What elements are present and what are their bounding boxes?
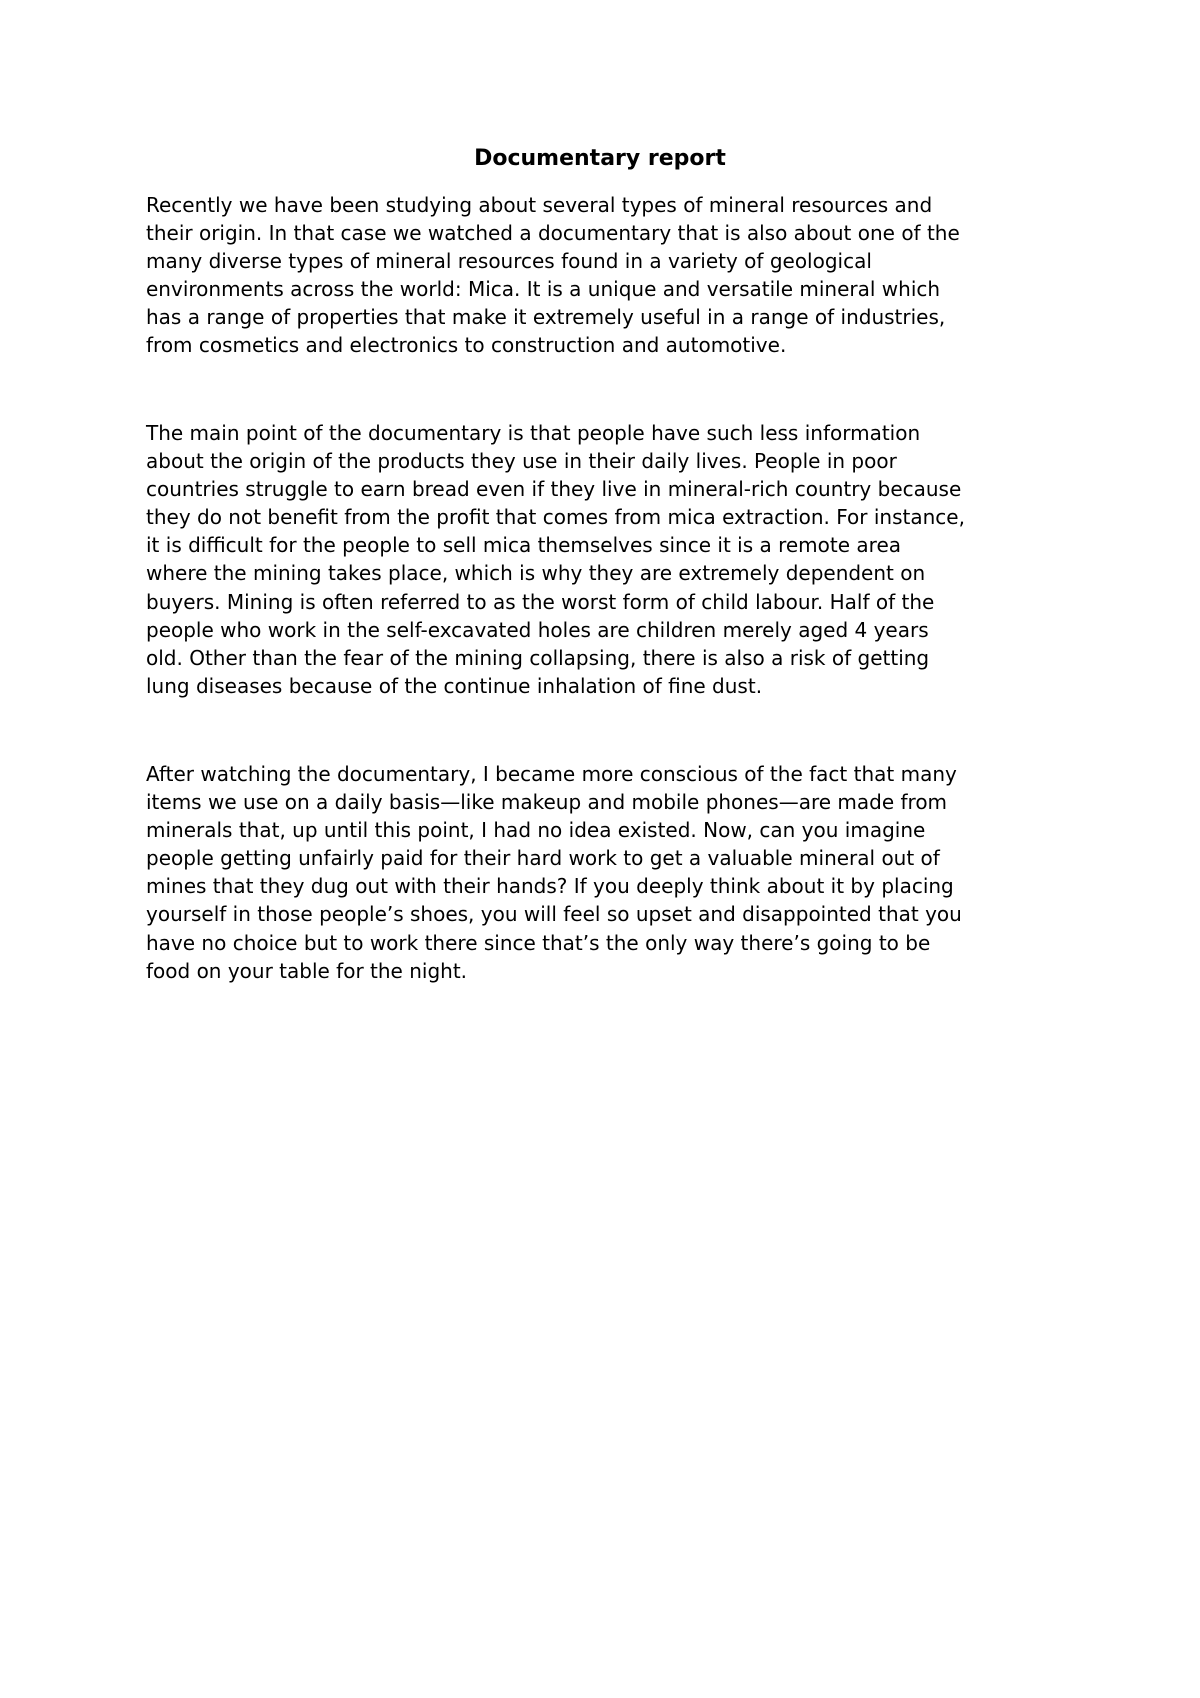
paragraph-main-point: The main point of the documentary is that people have such less information about the origin of the products they use in their daily lives. People in poor countries struggle to earn bread even if they live in mineral-rich country because they do not benefit from the profit that comes from mica extraction. For instance, it is difficult for the people to sell mica themselves since it is a remote area where the mining takes place, which is why they are extremely dependent on buyers. Mining is often referred to as the worst form of child labour. Half of the people who work in the self-excavated holes are children merely aged 4 years old. Other than the fear of the mining collapsing, there is also a risk of getting lung diseases because of the continue inhalation of fine dust. [146,421,965,698]
paragraph-reflection: After watching the documentary, I became more conscious of the fact that many items we use on a daily basis—like makeup and mobile phones—are made from minerals that, up until this point, I had no idea existed. Now, can you imagine people getting unfairly paid for their hard work to get a valuable mineral out of mines that they dug out with their hands? If you deeply think about it by placing yourself in those people’s shoes, you will feel so upset and disappointed that you have no choice but to work there since that’s the only way there’s going to be food on your table for the night. [146,762,962,983]
document-title: Documentary report [474,146,726,171]
paragraph-introduction: Recently we have been studying about several types of mineral resources and their origin. In that case we watched a documentary that is also about one of the many diverse types of mineral resources found in a variety of geological environments across the world: Mica. It is a unique and versatile mineral which has a range of properties that make it extremely useful in a range of industries, from cosmetics and electronics to construction and automotive. [146,193,960,358]
